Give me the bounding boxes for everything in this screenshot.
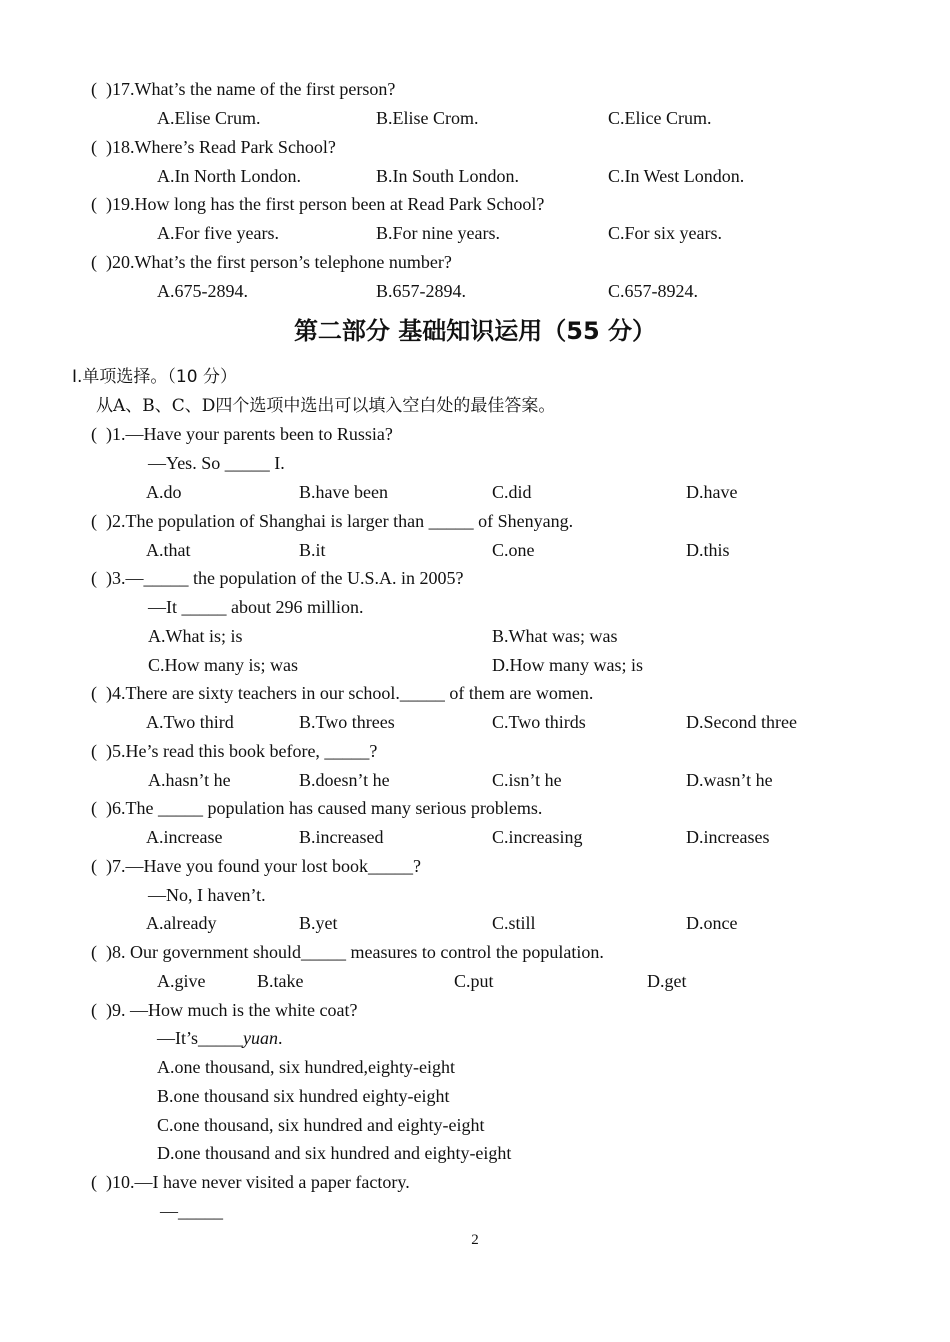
q18-option-c: C.In West London. bbox=[608, 166, 745, 186]
q19-option-c: C.For six years. bbox=[608, 223, 722, 243]
q3-option-b: B.What was; was bbox=[492, 626, 618, 646]
q8-option-a: A.give bbox=[157, 971, 206, 991]
q8-option-c: C.put bbox=[454, 971, 494, 991]
q9-line2 bbox=[157, 1027, 283, 1049]
q2-option-b: B.it bbox=[299, 540, 326, 560]
q6-option-a: A.increase bbox=[146, 827, 223, 847]
q9-line2-period: . bbox=[278, 1028, 283, 1048]
section1-instruction: 从A、B、C、D四个选项中选出可以填入空白处的最佳答案。 bbox=[96, 396, 556, 416]
q4-option-b: B.Two threes bbox=[299, 712, 395, 732]
q7-option-c: C.still bbox=[492, 913, 536, 933]
q8-option-d: D.get bbox=[647, 971, 687, 991]
q7-stem: ( )7.—Have you found your lost book_____? bbox=[91, 856, 421, 876]
q5-option-b: B.doesn’t he bbox=[299, 770, 390, 790]
q5-option-a: A.hasn’t he bbox=[148, 770, 231, 790]
q3-option-a: A.What is; is bbox=[148, 626, 243, 646]
q5-option-d: D.wasn’t he bbox=[686, 770, 773, 790]
q9-option-a: A.one thousand, six hundred,eighty-eight bbox=[157, 1057, 455, 1077]
q1-option-d: D.have bbox=[686, 482, 738, 502]
q20-option-c: C.657-8924. bbox=[608, 281, 698, 301]
q18-option-a: A.In North London. bbox=[157, 166, 301, 186]
q17-option-b: B.Elise Crom. bbox=[376, 108, 479, 128]
q10-stem: ( )10.—I have never visited a paper factory. bbox=[91, 1172, 410, 1192]
q19-option-a: A.For five years. bbox=[157, 223, 279, 243]
q9-option-d: D.one thousand and six hundred and eighty-eight bbox=[157, 1143, 512, 1163]
q6-option-b: B.increased bbox=[299, 827, 384, 847]
q2-option-d: D.this bbox=[686, 540, 730, 560]
q6-stem: ( )6.The _____ population has caused many serious problems. bbox=[91, 798, 543, 818]
q4-stem: ( )4.There are sixty teachers in our school._____ of them are women. bbox=[91, 683, 594, 703]
q10-line2: —_____ bbox=[160, 1201, 223, 1221]
q3-stem: ( )3.—_____ the population of the U.S.A. in 2005? bbox=[91, 568, 464, 588]
q7-line2: —No, I haven’t. bbox=[148, 885, 266, 905]
q18-stem: ( )18.Where’s Read Park School? bbox=[91, 137, 336, 157]
q8-option-b: B.take bbox=[257, 971, 304, 991]
q9-line2-text: —It’s_____ bbox=[157, 1028, 244, 1048]
q7-option-d: D.once bbox=[686, 913, 738, 933]
q20-option-b: B.657-2894. bbox=[376, 281, 466, 301]
q7-option-b: B.yet bbox=[299, 913, 338, 933]
q17-option-a: A.Elise Crum. bbox=[157, 108, 261, 128]
q7-option-a: A.already bbox=[146, 913, 217, 933]
q1-stem: ( )1.—Have your parents been to Russia? bbox=[91, 424, 393, 444]
q4-option-c: C.Two thirds bbox=[492, 712, 586, 732]
q20-stem: ( )20.What’s the first person’s telephone number? bbox=[91, 252, 452, 272]
q4-option-d: D.Second three bbox=[686, 712, 797, 732]
q9-option-b: B.one thousand six hundred eighty-eight bbox=[157, 1086, 450, 1106]
q3-option-c: C.How many is; was bbox=[148, 655, 298, 675]
q6-option-c: C.increasing bbox=[492, 827, 583, 847]
q19-option-b: B.For nine years. bbox=[376, 223, 500, 243]
q2-option-c: C.one bbox=[492, 540, 535, 560]
q3-line2: —It _____ about 296 million. bbox=[148, 597, 364, 617]
q8-stem: ( )8. Our government should_____ measures to control the population. bbox=[91, 942, 604, 962]
q20-option-a: A.675-2894. bbox=[157, 281, 248, 301]
q9-option-c: C.one thousand, six hundred and eighty-eight bbox=[157, 1115, 485, 1135]
q17-stem: ( )17.What’s the name of the first person? bbox=[91, 79, 396, 99]
q1-option-c: C.did bbox=[492, 482, 532, 502]
q5-option-c: C.isn’t he bbox=[492, 770, 562, 790]
q9-line2-yuan: yuan bbox=[243, 1028, 279, 1048]
q17-option-c: C.Elice Crum. bbox=[608, 108, 712, 128]
q19-stem: ( )19.How long has the first person been at Read Park School? bbox=[91, 194, 545, 214]
q5-stem: ( )5.He’s read this book before, _____? bbox=[91, 741, 378, 761]
q9-stem: ( )9. —How much is the white coat? bbox=[91, 1000, 358, 1020]
part2-title: 第二部分 基础知识运用（55 分） bbox=[293, 317, 657, 345]
q2-stem: ( )2.The population of Shanghai is larger than _____ of Shenyang. bbox=[91, 511, 574, 531]
q2-option-a: A.that bbox=[146, 540, 191, 560]
q3-option-d: D.How many was; is bbox=[492, 655, 643, 675]
q6-option-d: D.increases bbox=[686, 827, 770, 847]
section1-heading: Ⅰ.单项选择。（10 分） bbox=[72, 367, 237, 387]
page-number: 2 bbox=[471, 1232, 479, 1248]
q18-option-b: B.In South London. bbox=[376, 166, 520, 186]
q1-line2: —Yes. So _____ I. bbox=[148, 453, 285, 473]
q1-option-b: B.have been bbox=[299, 482, 388, 502]
q1-option-a: A.do bbox=[146, 482, 182, 502]
q4-option-a: A.Two third bbox=[146, 712, 234, 732]
